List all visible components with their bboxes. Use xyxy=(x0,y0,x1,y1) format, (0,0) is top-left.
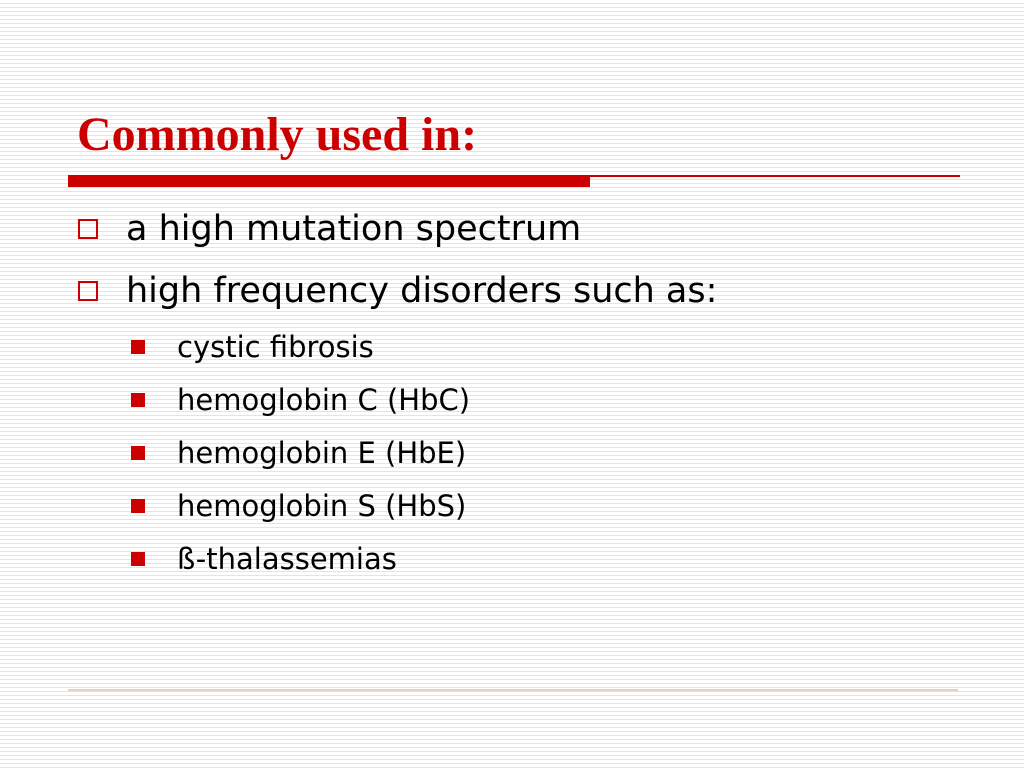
filled-square-bullet-icon xyxy=(131,393,145,407)
sub-bullet-text: hemoglobin E (HbE) xyxy=(177,436,467,470)
sub-bullet-text: cystic fibrosis xyxy=(177,330,374,364)
hollow-square-bullet-icon xyxy=(78,281,98,301)
bullet-item xyxy=(78,209,581,249)
footer-rule xyxy=(68,689,958,691)
sub-bullet-text: ß-thalassemias xyxy=(177,542,397,576)
hollow-square-bullet-icon xyxy=(78,219,98,239)
sub-bullet-item xyxy=(131,436,466,470)
sub-bullet-item xyxy=(131,330,374,364)
sub-bullet-text: hemoglobin S (HbS) xyxy=(177,489,467,523)
bullet-text: a high mutation spectrum xyxy=(126,209,582,249)
title-underline-thick xyxy=(68,175,590,187)
bullet-item xyxy=(78,271,717,311)
filled-square-bullet-icon xyxy=(131,499,145,513)
filled-square-bullet-icon xyxy=(131,446,145,460)
title-underline-thin xyxy=(590,175,960,177)
slide-title: Commonly used in: xyxy=(77,108,478,161)
sub-bullet-text: hemoglobin C (HbC) xyxy=(177,383,471,417)
filled-square-bullet-icon xyxy=(131,552,145,566)
sub-bullet-item xyxy=(131,489,466,523)
sub-bullet-item xyxy=(131,383,470,417)
sub-bullet-item xyxy=(131,542,397,576)
bullet-text: high frequency disorders such as: xyxy=(126,271,718,311)
filled-square-bullet-icon xyxy=(131,340,145,354)
